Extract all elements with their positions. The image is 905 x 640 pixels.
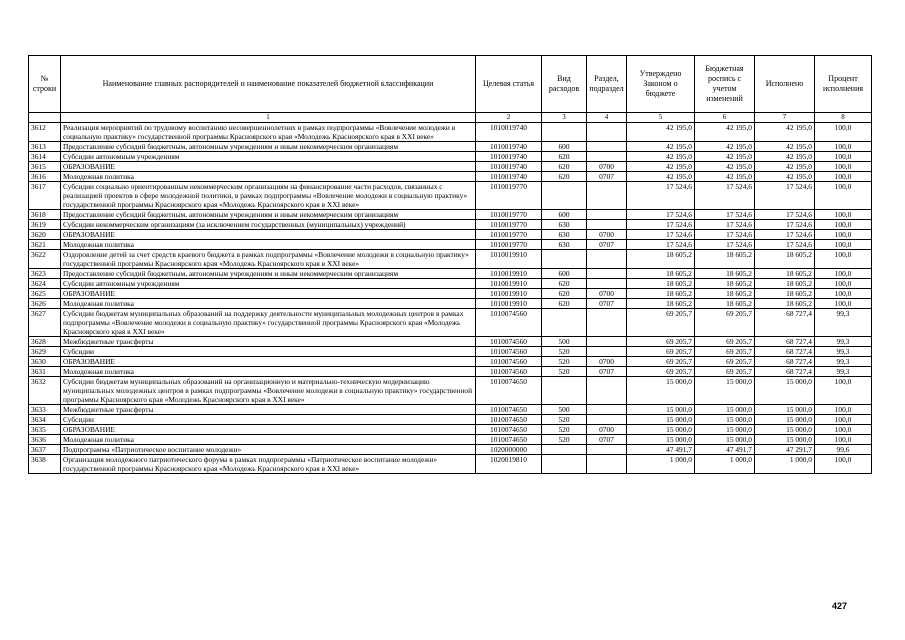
row-target: 1010019770 xyxy=(476,182,542,210)
row-expense-type xyxy=(542,123,587,142)
table-row xyxy=(29,415,872,425)
header-section: Раздел, подраздел xyxy=(587,56,627,113)
row-approved: 42 195,0 xyxy=(627,162,695,172)
row-name: Организация молодежного патриотического форума в рамках подпрограммы «Патриотическое воспитание молодежи» государственной программы Красноярского края «Молодежь Красноярского края в XXI веке» xyxy=(61,455,476,474)
row-approved: 17 524,6 xyxy=(627,220,695,230)
row-section: 0700 xyxy=(587,162,627,172)
row-section xyxy=(587,269,627,279)
row-percent: 100,0 xyxy=(815,415,872,425)
row-name: Субсидии xyxy=(61,347,476,357)
row-number: 3628 xyxy=(29,337,61,347)
table-row xyxy=(29,405,872,415)
table-row xyxy=(29,210,872,220)
row-executed: 17 524,6 xyxy=(755,230,815,240)
row-percent: 100,0 xyxy=(815,405,872,415)
row-percent: 100,0 xyxy=(815,250,872,269)
row-name: Молодежная политика xyxy=(61,435,476,445)
row-name: Межбюджетные трансферты xyxy=(61,405,476,415)
row-executed: 15 000,0 xyxy=(755,415,815,425)
row-approved: 69 205,7 xyxy=(627,347,695,357)
row-section xyxy=(587,347,627,357)
row-approved: 17 524,6 xyxy=(627,240,695,250)
row-percent: 100,0 xyxy=(815,289,872,299)
row-expense-type: 500 xyxy=(542,405,587,415)
table-row xyxy=(29,309,872,337)
row-percent: 100,0 xyxy=(815,240,872,250)
row-name: Межбюджетные трансферты xyxy=(61,337,476,347)
row-target: 1010019740 xyxy=(476,152,542,162)
row-number: 3632 xyxy=(29,377,61,405)
row-section xyxy=(587,405,627,415)
row-expense-type xyxy=(542,377,587,405)
row-schedule: 18 605,2 xyxy=(695,289,755,299)
row-section: 0707 xyxy=(587,299,627,309)
row-section xyxy=(587,455,627,474)
row-approved: 15 000,0 xyxy=(627,377,695,405)
row-expense-type: 600 xyxy=(542,269,587,279)
row-executed: 42 195,0 xyxy=(755,152,815,162)
row-target: 1010019770 xyxy=(476,230,542,240)
row-expense-type xyxy=(542,309,587,337)
row-executed: 15 000,0 xyxy=(755,425,815,435)
header-expense-type: Вид расходов xyxy=(542,56,587,113)
row-percent: 100,0 xyxy=(815,162,872,172)
table-row xyxy=(29,220,872,230)
row-approved: 15 000,0 xyxy=(627,415,695,425)
row-percent: 100,0 xyxy=(815,142,872,152)
column-number: 2 xyxy=(476,113,542,123)
row-target: 1010074650 xyxy=(476,415,542,425)
row-section: 0700 xyxy=(587,425,627,435)
table-row xyxy=(29,435,872,445)
row-executed: 42 195,0 xyxy=(755,142,815,152)
table-row xyxy=(29,425,872,435)
row-section: 0707 xyxy=(587,172,627,182)
row-name: Субсидии бюджетам муниципальных образований на организационную и материально-техническую модернизацию муниципальных молодежных центров в рамках подпрограммы «Вовлечение молодежи в социальную практику» государственной программы Красноярского края «Молодежь Красноярского края в XXI веке» xyxy=(61,377,476,405)
row-number: 3618 xyxy=(29,210,61,220)
row-target: 1010019740 xyxy=(476,142,542,152)
row-executed: 1 000,0 xyxy=(755,455,815,474)
row-executed: 42 195,0 xyxy=(755,162,815,172)
table-row xyxy=(29,172,872,182)
row-percent: 100,0 xyxy=(815,182,872,210)
row-schedule: 15 000,0 xyxy=(695,405,755,415)
row-name: Молодежная политика xyxy=(61,172,476,182)
row-executed: 17 524,6 xyxy=(755,240,815,250)
row-expense-type: 500 xyxy=(542,337,587,347)
column-number: 5 xyxy=(627,113,695,123)
table-row xyxy=(29,240,872,250)
table-row xyxy=(29,445,872,455)
table-row xyxy=(29,230,872,240)
row-percent: 99,6 xyxy=(815,445,872,455)
row-target: 1010019740 xyxy=(476,172,542,182)
row-percent: 100,0 xyxy=(815,435,872,445)
row-schedule: 17 524,6 xyxy=(695,220,755,230)
row-approved: 18 605,2 xyxy=(627,269,695,279)
row-section: 0700 xyxy=(587,357,627,367)
row-executed: 17 524,6 xyxy=(755,210,815,220)
row-approved: 42 195,0 xyxy=(627,123,695,142)
row-target: 1010019910 xyxy=(476,289,542,299)
row-name: Предоставление субсидий бюджетным, автономным учреждениям и иным некоммерческим организациям xyxy=(61,210,476,220)
row-approved: 15 000,0 xyxy=(627,405,695,415)
row-schedule: 1 000,0 xyxy=(695,455,755,474)
row-number: 3615 xyxy=(29,162,61,172)
row-expense-type: 630 xyxy=(542,220,587,230)
row-number: 3614 xyxy=(29,152,61,162)
row-target: 1010074560 xyxy=(476,357,542,367)
row-expense-type: 520 xyxy=(542,425,587,435)
row-expense-type: 520 xyxy=(542,415,587,425)
row-target: 1010019740 xyxy=(476,123,542,142)
row-expense-type xyxy=(542,445,587,455)
row-executed: 47 291,7 xyxy=(755,445,815,455)
row-executed: 68 727,4 xyxy=(755,337,815,347)
row-number: 3634 xyxy=(29,415,61,425)
row-name: ОБРАЗОВАНИЕ xyxy=(61,425,476,435)
row-name: Оздоровление детей за счет средств краевого бюджета в рамках подпрограммы «Вовлечение молодежи в социальную практику» государственной программы Красноярского края «Молодежь Красноярского края в XXI веке» xyxy=(61,250,476,269)
row-percent: 100,0 xyxy=(815,123,872,142)
row-executed: 17 524,6 xyxy=(755,182,815,210)
row-schedule: 18 605,2 xyxy=(695,299,755,309)
header-percent: Процент исполнения xyxy=(815,56,872,113)
row-section xyxy=(587,415,627,425)
table-row xyxy=(29,357,872,367)
column-number: 7 xyxy=(755,113,815,123)
row-approved: 42 195,0 xyxy=(627,142,695,152)
row-section xyxy=(587,337,627,347)
row-name: Предоставление субсидий бюджетным, автономным учреждениям и иным некоммерческим организациям xyxy=(61,142,476,152)
row-number: 3637 xyxy=(29,445,61,455)
row-number: 3638 xyxy=(29,455,61,474)
row-approved: 47 491,7 xyxy=(627,445,695,455)
row-schedule: 42 195,0 xyxy=(695,123,755,142)
row-expense-type: 620 xyxy=(542,162,587,172)
row-number: 3630 xyxy=(29,357,61,367)
row-number: 3623 xyxy=(29,269,61,279)
row-name: Субсидии автономным учреждениям xyxy=(61,279,476,289)
row-schedule: 17 524,6 xyxy=(695,210,755,220)
row-executed: 15 000,0 xyxy=(755,435,815,445)
row-executed: 15 000,0 xyxy=(755,405,815,415)
header-name: Наименование главных распорядителей и наименование показателей бюджетной классификации xyxy=(61,56,476,113)
row-expense-type: 520 xyxy=(542,435,587,445)
row-schedule: 17 524,6 xyxy=(695,230,755,240)
column-number: 3 xyxy=(542,113,587,123)
row-number: 3631 xyxy=(29,367,61,377)
row-section xyxy=(587,142,627,152)
row-approved: 18 605,2 xyxy=(627,279,695,289)
row-expense-type: 600 xyxy=(542,210,587,220)
row-target: 1010074650 xyxy=(476,377,542,405)
row-percent: 99,3 xyxy=(815,357,872,367)
column-number: 8 xyxy=(815,113,872,123)
row-section xyxy=(587,123,627,142)
row-target: 1010019910 xyxy=(476,299,542,309)
row-approved: 18 605,2 xyxy=(627,250,695,269)
row-expense-type: 630 xyxy=(542,230,587,240)
header-row-no: № строки xyxy=(29,56,61,113)
header-target: Целевая статья xyxy=(476,56,542,113)
row-schedule: 15 000,0 xyxy=(695,425,755,435)
row-expense-type: 620 xyxy=(542,289,587,299)
row-approved: 18 605,2 xyxy=(627,299,695,309)
row-expense-type: 630 xyxy=(542,240,587,250)
row-schedule: 47 491,7 xyxy=(695,445,755,455)
row-schedule: 42 195,0 xyxy=(695,162,755,172)
row-number: 3612 xyxy=(29,123,61,142)
row-percent: 99,3 xyxy=(815,367,872,377)
table-row xyxy=(29,123,872,142)
table-row xyxy=(29,142,872,152)
table-row xyxy=(29,337,872,347)
row-schedule: 18 605,2 xyxy=(695,250,755,269)
row-section xyxy=(587,279,627,289)
row-expense-type: 620 xyxy=(542,172,587,182)
row-percent: 100,0 xyxy=(815,230,872,240)
row-executed: 18 605,2 xyxy=(755,269,815,279)
row-executed: 68 727,4 xyxy=(755,347,815,357)
row-section xyxy=(587,377,627,405)
row-percent: 100,0 xyxy=(815,455,872,474)
row-name: Предоставление субсидий бюджетным, автономным учреждениям и иным некоммерческим организациям xyxy=(61,269,476,279)
row-percent: 100,0 xyxy=(815,210,872,220)
row-number: 3619 xyxy=(29,220,61,230)
row-number: 3622 xyxy=(29,250,61,269)
row-percent: 100,0 xyxy=(815,279,872,289)
table-row xyxy=(29,347,872,357)
row-schedule: 42 195,0 xyxy=(695,152,755,162)
row-percent: 100,0 xyxy=(815,269,872,279)
row-target: 1020000000 xyxy=(476,445,542,455)
row-number: 3613 xyxy=(29,142,61,152)
column-number-row xyxy=(29,113,872,123)
row-executed: 42 195,0 xyxy=(755,172,815,182)
table-row xyxy=(29,455,872,474)
row-target: 1010019910 xyxy=(476,279,542,289)
row-percent: 100,0 xyxy=(815,425,872,435)
table-row xyxy=(29,279,872,289)
table-row xyxy=(29,367,872,377)
row-target: 1010019770 xyxy=(476,240,542,250)
row-target: 1010019910 xyxy=(476,250,542,269)
row-expense-type: 620 xyxy=(542,299,587,309)
row-expense-type xyxy=(542,182,587,210)
row-schedule: 15 000,0 xyxy=(695,435,755,445)
row-percent: 100,0 xyxy=(815,220,872,230)
table-row xyxy=(29,162,872,172)
row-section: 0707 xyxy=(587,435,627,445)
row-section xyxy=(587,250,627,269)
row-name: Молодежная политика xyxy=(61,240,476,250)
row-expense-type: 520 xyxy=(542,367,587,377)
row-executed: 17 524,6 xyxy=(755,220,815,230)
row-name: ОБРАЗОВАНИЕ xyxy=(61,162,476,172)
table-header-row xyxy=(29,56,872,113)
row-target: 1010019770 xyxy=(476,220,542,230)
row-approved: 15 000,0 xyxy=(627,435,695,445)
row-number: 3633 xyxy=(29,405,61,415)
row-name: Молодежная политика xyxy=(61,299,476,309)
table-row xyxy=(29,269,872,279)
row-section: 0700 xyxy=(587,230,627,240)
table-body xyxy=(29,123,872,474)
row-section: 0700 xyxy=(587,289,627,299)
row-target: 1010074560 xyxy=(476,309,542,337)
row-executed: 68 727,4 xyxy=(755,309,815,337)
row-expense-type: 620 xyxy=(542,152,587,162)
budget-execution-table xyxy=(28,55,872,474)
row-approved: 17 524,6 xyxy=(627,230,695,240)
row-schedule: 17 524,6 xyxy=(695,240,755,250)
row-section xyxy=(587,220,627,230)
row-percent: 99,3 xyxy=(815,337,872,347)
row-percent: 100,0 xyxy=(815,299,872,309)
header-executed: Исполнено xyxy=(755,56,815,113)
row-name: Субсидии бюджетам муниципальных образований на поддержку деятельности муниципальных молодежных центров в рамках подпрограммы «Вовлечение молодежи в социальную практику» государственной программы Красноярского края «Молодежь Красноярского края в XXI веке» xyxy=(61,309,476,337)
row-percent: 99,3 xyxy=(815,347,872,357)
row-schedule: 18 605,2 xyxy=(695,269,755,279)
row-approved: 42 195,0 xyxy=(627,152,695,162)
row-name: Подпрограмма «Патриотическое воспитание молодежи» xyxy=(61,445,476,455)
row-executed: 18 605,2 xyxy=(755,299,815,309)
column-number: 1 xyxy=(61,113,476,123)
row-schedule: 69 205,7 xyxy=(695,367,755,377)
table-row xyxy=(29,377,872,405)
row-schedule: 17 524,6 xyxy=(695,182,755,210)
row-percent: 100,0 xyxy=(815,172,872,182)
row-number: 3626 xyxy=(29,299,61,309)
row-schedule: 18 605,2 xyxy=(695,279,755,289)
row-section xyxy=(587,210,627,220)
row-expense-type: 620 xyxy=(542,279,587,289)
row-approved: 15 000,0 xyxy=(627,425,695,435)
row-executed: 15 000,0 xyxy=(755,377,815,405)
row-number: 3629 xyxy=(29,347,61,357)
header-budget-schedule: Бюджетная роспись с учетом изменений xyxy=(695,56,755,113)
row-target: 1010074560 xyxy=(476,337,542,347)
row-name: Молодежная политика xyxy=(61,367,476,377)
row-approved: 69 205,7 xyxy=(627,357,695,367)
row-expense-type: 520 xyxy=(542,347,587,357)
row-name: Субсидии социально ориентированным некоммерческим организациям на финансирование части расходов, связанных с реализацией проектов в сфере молодежной политики, в рамках подпрограммы «Вовлечение молодежи в социальную практику» государственной программы Красноярского края «Молодежь Красноярского края в XXI веке» xyxy=(61,182,476,210)
row-approved: 18 605,2 xyxy=(627,289,695,299)
row-target: 1010074650 xyxy=(476,425,542,435)
row-section xyxy=(587,309,627,337)
row-schedule: 42 195,0 xyxy=(695,172,755,182)
column-number xyxy=(29,113,61,123)
row-number: 3635 xyxy=(29,425,61,435)
row-percent: 99,3 xyxy=(815,309,872,337)
row-percent: 100,0 xyxy=(815,377,872,405)
row-executed: 42 195,0 xyxy=(755,123,815,142)
row-schedule: 69 205,7 xyxy=(695,309,755,337)
row-schedule: 69 205,7 xyxy=(695,337,755,347)
header-approved: Утверждено Законом о бюджете xyxy=(627,56,695,113)
row-name: Субсидии xyxy=(61,415,476,425)
row-expense-type xyxy=(542,250,587,269)
row-approved: 42 195,0 xyxy=(627,172,695,182)
row-target: 1010074560 xyxy=(476,367,542,377)
row-number: 3621 xyxy=(29,240,61,250)
row-approved: 1 000,0 xyxy=(627,455,695,474)
row-executed: 68 727,4 xyxy=(755,367,815,377)
row-expense-type: 520 xyxy=(542,357,587,367)
row-number: 3627 xyxy=(29,309,61,337)
row-expense-type: 600 xyxy=(542,142,587,152)
row-executed: 68 727,4 xyxy=(755,357,815,367)
row-number: 3620 xyxy=(29,230,61,240)
row-executed: 18 605,2 xyxy=(755,250,815,269)
table-row xyxy=(29,250,872,269)
row-number: 3616 xyxy=(29,172,61,182)
row-schedule: 15 000,0 xyxy=(695,415,755,425)
row-name: ОБРАЗОВАНИЕ xyxy=(61,289,476,299)
table-row xyxy=(29,299,872,309)
row-executed: 18 605,2 xyxy=(755,289,815,299)
row-number: 3625 xyxy=(29,289,61,299)
row-target: 1010019740 xyxy=(476,162,542,172)
row-name: ОБРАЗОВАНИЕ xyxy=(61,357,476,367)
row-section xyxy=(587,182,627,210)
row-approved: 69 205,7 xyxy=(627,309,695,337)
row-target: 1020019810 xyxy=(476,455,542,474)
table-row xyxy=(29,289,872,299)
row-approved: 69 205,7 xyxy=(627,367,695,377)
page-number: 427 xyxy=(832,601,848,611)
row-target: 1010074650 xyxy=(476,405,542,415)
row-name: Субсидии некоммерческим организациям (за исключением государственных (муниципальных) учреждений) xyxy=(61,220,476,230)
row-section: 0707 xyxy=(587,240,627,250)
row-schedule: 15 000,0 xyxy=(695,377,755,405)
row-schedule: 69 205,7 xyxy=(695,347,755,357)
row-section xyxy=(587,152,627,162)
row-section xyxy=(587,445,627,455)
row-name: Субсидии автономным учреждениям xyxy=(61,152,476,162)
table-row xyxy=(29,152,872,162)
row-section: 0707 xyxy=(587,367,627,377)
column-number: 4 xyxy=(587,113,627,123)
row-approved: 17 524,6 xyxy=(627,182,695,210)
row-target: 1010074560 xyxy=(476,347,542,357)
row-number: 3617 xyxy=(29,182,61,210)
row-expense-type xyxy=(542,455,587,474)
row-number: 3624 xyxy=(29,279,61,289)
row-percent: 100,0 xyxy=(815,152,872,162)
row-number: 3636 xyxy=(29,435,61,445)
row-approved: 69 205,7 xyxy=(627,337,695,347)
row-schedule: 42 195,0 xyxy=(695,142,755,152)
row-target: 1010074650 xyxy=(476,435,542,445)
row-name: Реализация мероприятий по трудовому воспитанию несовершеннолетних в рамках подпрограммы «Вовлечение молодежи в социальную практику» государственной программы Красноярского края «Молодежь Красноярского края в XXI веке» xyxy=(61,123,476,142)
row-approved: 17 524,6 xyxy=(627,210,695,220)
column-number: 6 xyxy=(695,113,755,123)
table-row xyxy=(29,182,872,210)
row-executed: 18 605,2 xyxy=(755,279,815,289)
row-schedule: 69 205,7 xyxy=(695,357,755,367)
row-target: 1010019910 xyxy=(476,269,542,279)
row-target: 1010019770 xyxy=(476,210,542,220)
row-name: ОБРАЗОВАНИЕ xyxy=(61,230,476,240)
